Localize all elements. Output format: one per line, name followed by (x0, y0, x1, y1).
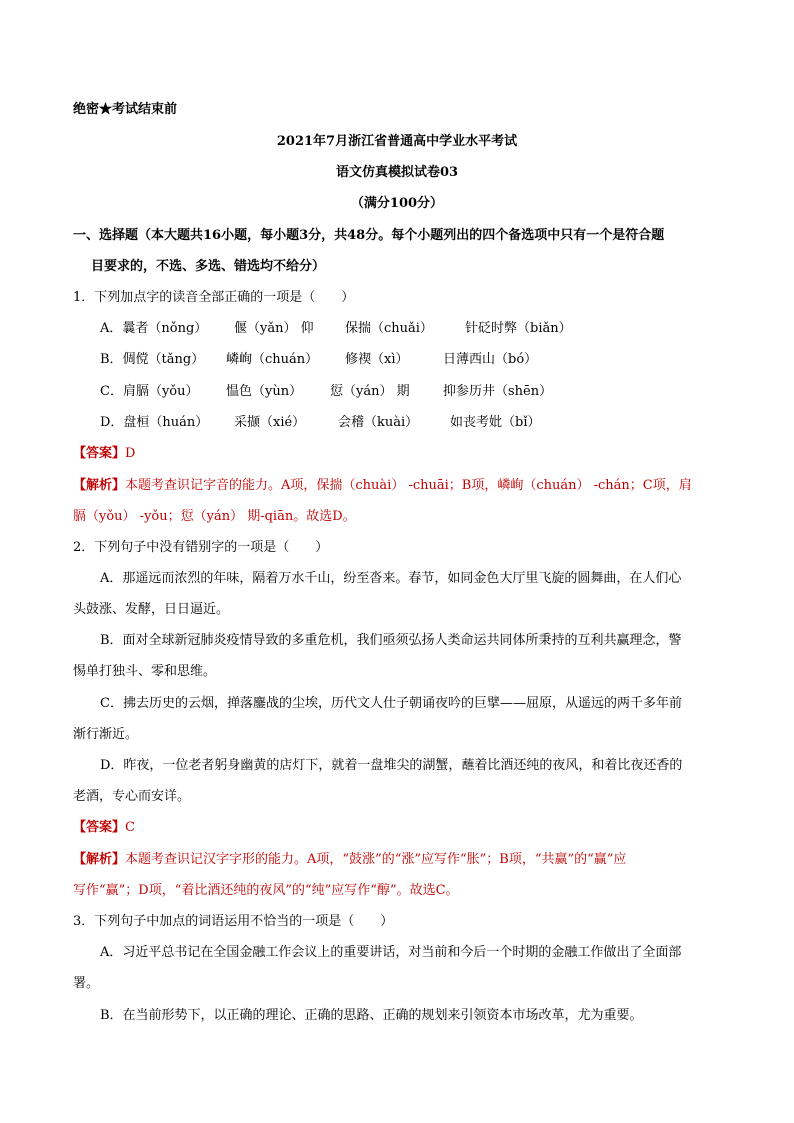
q1-option-a (100, 320, 572, 338)
q1-a-item-1: A．曩者（nǒng） (100, 321, 208, 336)
q1-option-d (100, 414, 540, 432)
answer-label: 【答案】 (73, 820, 126, 835)
q1-option-b (100, 351, 537, 369)
q1-b-item-4: 日薄西山（bó） (443, 352, 538, 367)
q1-d-item-4: 如丧考妣（bǐ） (450, 415, 541, 430)
q2-option-b-line1: B．面对全球新冠肺炎疫情导致的多重危机，我们亟须弘扬人类命运共同体所秉持的互利共赢理念，警 (100, 633, 682, 648)
answer-value: C (125, 820, 135, 835)
q2-option-d-line2: 老酒，专心而安详。 (73, 789, 191, 804)
q2-option-b-line2: 惕单打独斗、零和思维。 (73, 664, 217, 679)
analysis-label: 【解析】 (73, 852, 126, 867)
q2-analysis-line2: 写作“赢”；D项，“着比酒还纯的夜风”的“纯”应写作“醇”。故选C。 (73, 883, 459, 898)
q1-c-item-1: C．肩膈（yǒu） (100, 384, 199, 399)
q1-d-item-3: 会稽（kuài） (338, 415, 419, 430)
q2-option-d-line1: D．昨夜，一位老者躬身幽黄的店灯下，就着一盘堆尖的湖蟹，蘸着比酒还纯的夜风，和着比夜还香的 (100, 758, 683, 773)
q3-option-b-line1: B．在当前形势下，以正确的理论、正确的思路、正确的规划来引领资本市场改革，尤为重要。 (100, 1008, 643, 1023)
q2-stem: 2．下列句子中没有错别字的一项是（ ） (73, 540, 329, 555)
full-score: （满分100分） (350, 196, 444, 211)
q2-analysis-line1 (73, 851, 626, 869)
q1-analysis-line2: 膈（yǒu） -yǒu；愆（yán） 期-qiān。故选D。 (73, 509, 356, 524)
q2-option-a-line1: A．那遥远而浓烈的年味，隔着万水千山，纷至沓来。春节，如同金色大厅里飞旋的圆舞曲，在人们心 (100, 571, 682, 586)
exam-title: 2021年7月浙江省普通高中学业水平考试 (276, 134, 518, 149)
answer-label: 【答案】 (73, 446, 126, 461)
q1-c-item-3: 愆（yán） 期 (330, 384, 410, 399)
q2-answer (73, 819, 135, 837)
analysis-text: 本题考查识记汉字字形的能力。A项，“鼓涨”的“涨”应写作“胀”；B项，“共赢”的“赢”应 (125, 852, 627, 867)
q1-a-item-4: 针砭时弊（biǎn） (465, 321, 572, 336)
analysis-text: 本题考查识记字音的能力。A项，保揣（chuài） -chuāi；B项，嶙峋（chuán） -chán；C项，肩 (125, 478, 692, 493)
q1-stem: 1．下列加点字的读音全部正确的一项是（ ） (73, 290, 355, 305)
q1-b-item-3: 修禊（xì） (345, 352, 409, 367)
secret-label: 绝密★考试结束前 (73, 102, 178, 117)
q2-option-a-line2: 头鼓涨、发酵，日日逼近。 (73, 602, 230, 617)
q1-b-item-2: 嶙峋（chuán） (226, 352, 319, 367)
q3-stem: 3．下列句子中加点的词语运用不恰当的一项是（ ） (73, 914, 394, 929)
q2-option-c-line1: C．拂去历史的云烟，掸落鏖战的尘埃，历代文人仕子朝诵夜吟的巨擘——屈原，从遥远的两千多年前 (100, 696, 682, 711)
q1-c-item-2: 愠色（yùn） (226, 384, 303, 399)
exam-subtitle: 语文仿真模拟试卷03 (335, 165, 459, 180)
q1-d-item-2: 采撷（xié） (234, 415, 306, 430)
q1-option-c (100, 383, 552, 401)
q1-a-item-2: 偃（yǎn） 仰 (234, 321, 314, 336)
q1-answer (73, 445, 135, 463)
q3-option-a-line2: 署。 (73, 976, 100, 991)
q1-b-item-1: B．倜傥（tǎng） (100, 352, 205, 367)
q2-option-c-line2: 渐行渐近。 (73, 727, 139, 742)
q1-a-item-3: 保揣（chuǎi） (345, 321, 433, 336)
answer-value: D (125, 446, 136, 461)
q1-c-item-4: 抑参历井（shēn） (443, 384, 553, 399)
section-heading-line2: 目要求的，不选、多选、错选均不给分） (91, 259, 326, 274)
q3-option-a-line1: A．习近平总书记在全国金融工作会议上的重要讲话，对当前和今后一个时期的金融工作做出了全面部 (100, 945, 682, 960)
analysis-label: 【解析】 (73, 478, 126, 493)
section-heading-line1: 一、选择题（本大题共16小题，每小题3分，共48分。每个小题列出的四个备选项中只有一个是符合题 (73, 228, 665, 243)
q1-d-item-1: D．盘桓（huán） (100, 415, 209, 430)
q1-analysis-line1 (73, 477, 692, 495)
